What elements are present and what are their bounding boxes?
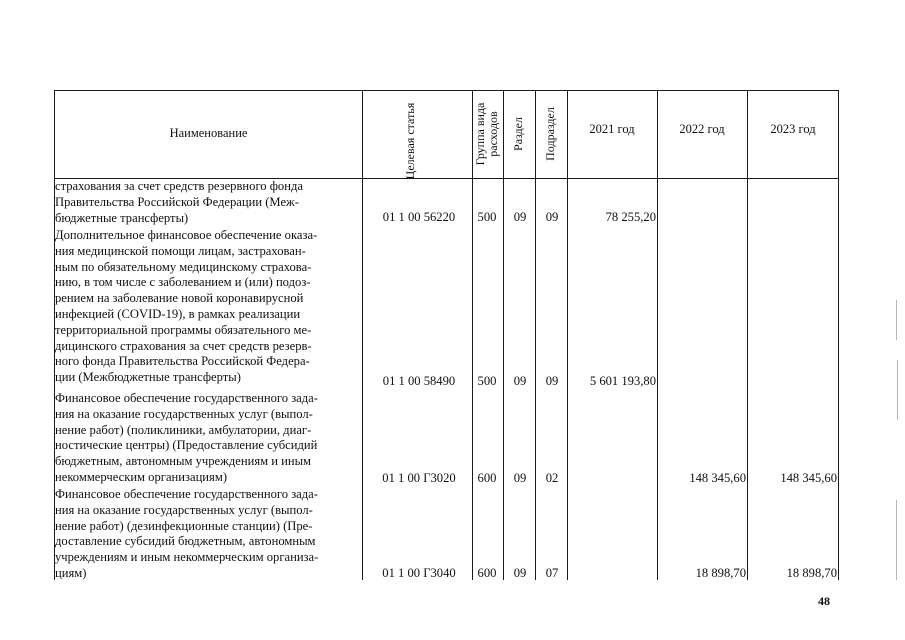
target-article-cell: 01 1 00 56220 [382, 210, 456, 224]
amount-2022-cell: 18 898,70 [695, 566, 746, 580]
section-cell: 09 [513, 471, 527, 485]
header-target-article [404, 101, 430, 181]
name-line: страхования за счет средств резервного фонда [55, 179, 303, 193]
name-line: Финансовое обеспечение государственного зада- [55, 487, 318, 501]
scan-edge-mark [896, 500, 897, 580]
subsection-cell: 02 [545, 471, 559, 485]
table-top-border [54, 90, 838, 91]
header-expense-group [474, 94, 502, 174]
column-divider [535, 90, 536, 580]
column-divider [747, 90, 748, 580]
header-year-2023: 2023 год [770, 122, 816, 136]
header-subsection-text: Подраздел [543, 107, 557, 161]
name-line: Дополнительное финансовое обеспечение оказа- [55, 228, 318, 242]
name-line: бюджетные трансферты) [55, 210, 189, 225]
table-row-name [55, 391, 360, 486]
amount-2023-cell: 148 345,60 [780, 471, 837, 485]
header-target-article-text: Целевая статья [403, 102, 417, 180]
target-article-cell: 01 1 00 Г3020 [382, 471, 456, 485]
section-cell: 09 [513, 566, 527, 580]
name-line: ции (Межбюджетные трансферты) [55, 370, 241, 385]
name-line: рением на заболевание новой коронавирусной [55, 291, 304, 306]
expense-group-cell: 500 [477, 210, 497, 224]
name-line: территориальной программы обязательного ме- [55, 322, 312, 337]
amount-2021-cell: 78 255,20 [605, 210, 656, 224]
name-line: ния на оказание государственных услуг (выпол- [55, 502, 313, 517]
amount-2021-cell: 5 601 193,80 [589, 374, 656, 388]
amount-2023-cell: 18 898,70 [786, 566, 837, 580]
page-number: 48 [818, 594, 830, 608]
name-line: Финансовое обеспечение государственного зада- [55, 391, 318, 405]
header-year-2022: 2022 год [679, 122, 725, 136]
name-line: инфекцией (COVID-19), в рамках реализации [55, 306, 301, 321]
table-right-border [838, 90, 839, 580]
name-line: ным по обязательному медицинскому страхова- [55, 259, 312, 274]
amount-2022-cell: 148 345,60 [689, 471, 746, 485]
header-section-text: Раздел [511, 117, 525, 151]
header-expense-group-text: Группа вида расходов [473, 102, 500, 166]
section-cell: 09 [513, 374, 527, 388]
table-row-name [55, 179, 360, 226]
header-year-2021: 2021 год [589, 122, 635, 136]
header-subsection [544, 94, 558, 174]
column-divider [503, 90, 504, 580]
header-section [512, 104, 526, 164]
scan-edge-mark [897, 360, 898, 420]
scan-edge-mark [896, 300, 897, 340]
column-divider [657, 90, 658, 580]
table-row-name [55, 487, 360, 582]
name-line: ния медицинской помощи лицам, застрахован- [55, 243, 306, 258]
name-line: ностические центры) (Предоставление субсидий [55, 438, 318, 453]
target-article-cell: 01 1 00 Г3040 [382, 566, 456, 580]
name-line: циям) [55, 565, 87, 580]
column-divider [362, 90, 363, 580]
expense-group-cell: 500 [477, 374, 497, 388]
name-line: нение работ) (дезинфекционные станции) (Пре- [55, 518, 313, 533]
name-line: ного фонда Правительства Российской Федера- [55, 354, 310, 369]
name-line: бюджетным, автономным учреждениям и иным [55, 454, 312, 469]
table-row-name [55, 228, 360, 386]
section-cell: 09 [513, 210, 527, 224]
subsection-cell: 09 [545, 374, 559, 388]
subsection-cell: 07 [545, 566, 559, 580]
name-line: нение работ) (поликлиники, амбулатории, диаг- [55, 422, 312, 437]
header-name: Наименование [169, 126, 248, 140]
name-line: нию, в том числе с заболеванием и (или) подоз- [55, 275, 311, 290]
column-divider [567, 90, 568, 580]
name-line: Правительства Российской Федерации (Меж- [55, 194, 299, 209]
name-line: учреждениям и иным некоммерческим организа- [55, 550, 319, 565]
name-line: доставление субсидий бюджетным, автономным [55, 534, 316, 549]
expense-group-cell: 600 [477, 566, 497, 580]
subsection-cell: 09 [545, 210, 559, 224]
name-line: ния на оказание государственных услуг (выпол- [55, 406, 313, 421]
name-line: дицинского страхования за счет средств резерв- [55, 338, 312, 353]
name-line: некоммерческим организациям) [55, 469, 228, 484]
expense-group-cell: 600 [477, 471, 497, 485]
target-article-cell: 01 1 00 58490 [382, 374, 456, 388]
